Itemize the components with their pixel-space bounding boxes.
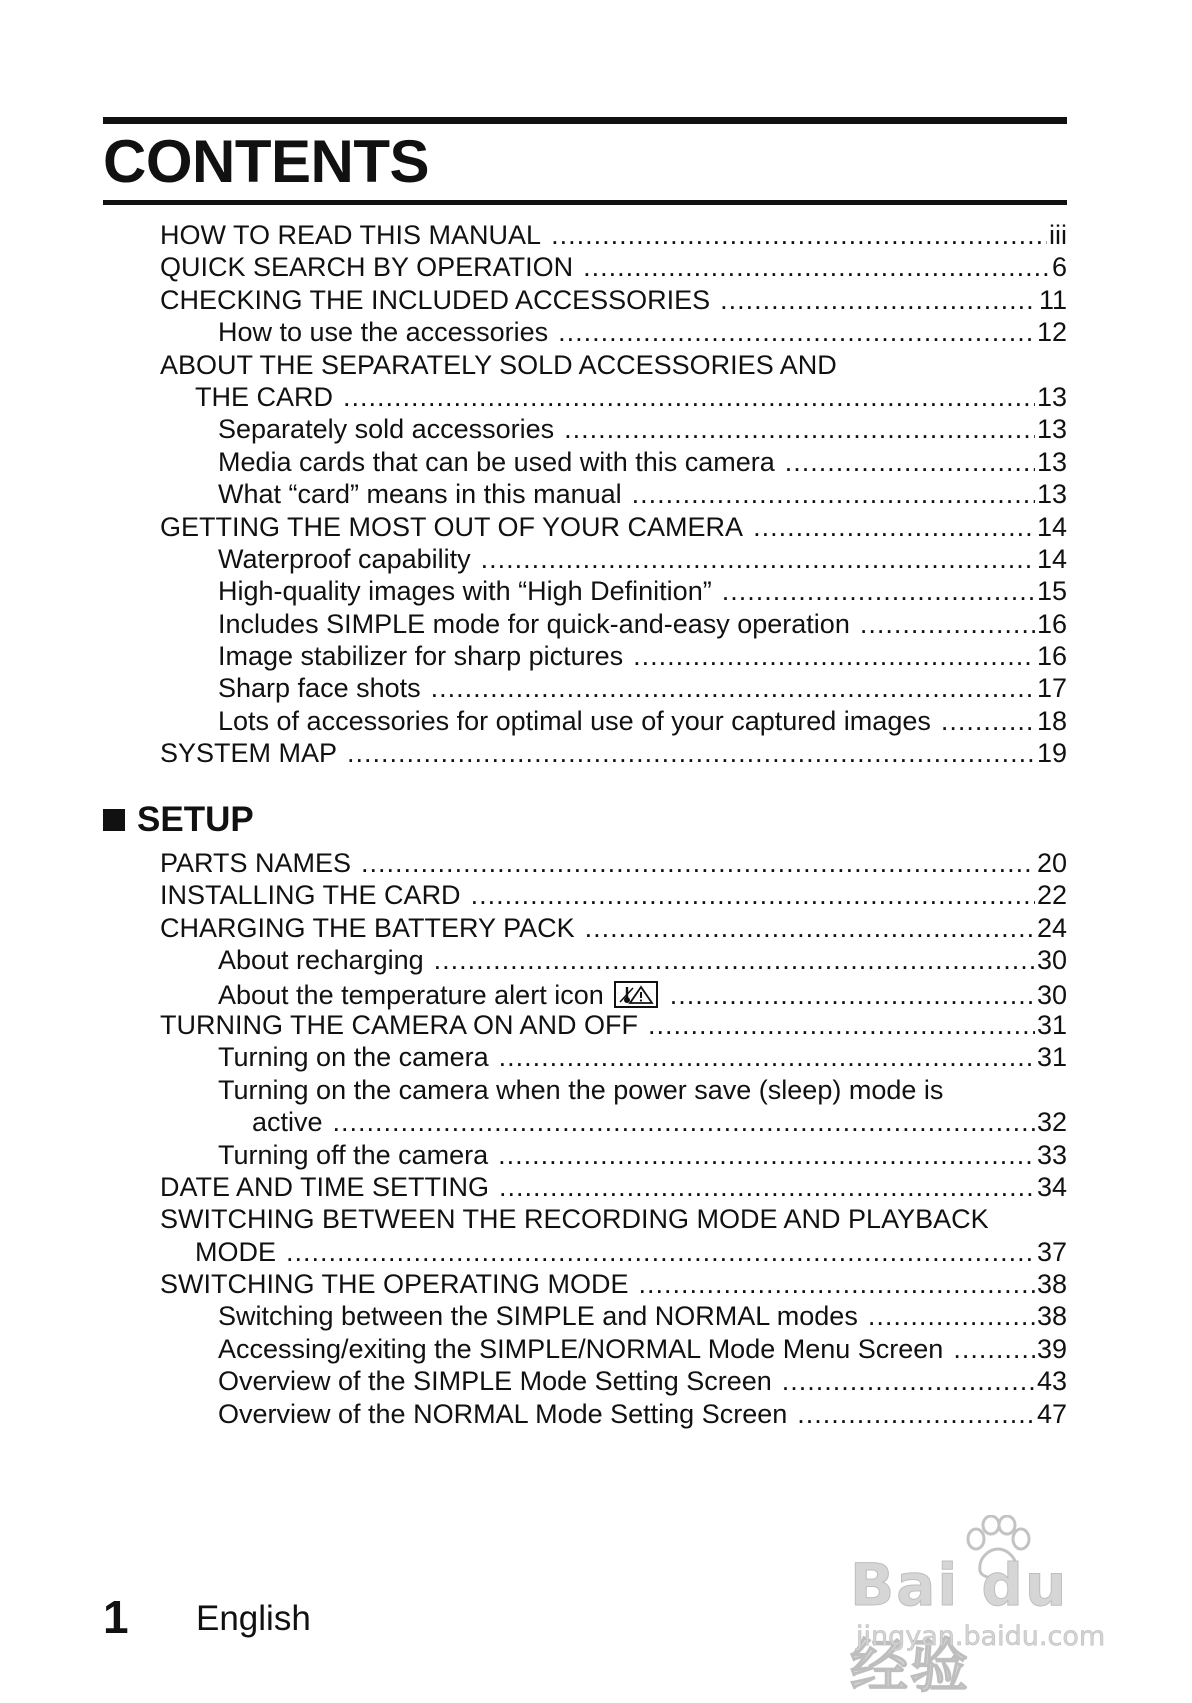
toc-leader-dots	[431, 672, 1035, 704]
toc-entry-title: ABOUT THE SEPARATELY SOLD ACCESSORIES AND	[160, 349, 837, 380]
toc-entry	[160, 640, 1067, 672]
toc-entry-page: 34	[1036, 1171, 1067, 1202]
toc-entry	[160, 1106, 1067, 1138]
toc-leader-dots	[558, 316, 1035, 348]
toc-entry-page: 38	[1036, 1269, 1067, 1300]
toc-entry-page: 38	[1036, 1301, 1067, 1332]
toc-leader-dots	[782, 1365, 1035, 1397]
toc-leader-dots	[347, 737, 1035, 769]
page-title: CONTENTS	[103, 128, 429, 195]
toc-leader-dots	[471, 879, 1035, 911]
toc-entry-page: 17	[1036, 673, 1067, 704]
toc-entry	[160, 879, 1067, 911]
toc-entry	[160, 608, 1067, 640]
toc-leader-dots	[648, 1009, 1035, 1041]
toc-entry-page: 37	[1036, 1236, 1067, 1267]
toc-entry	[160, 847, 1067, 879]
toc-leader-dots	[720, 284, 1037, 316]
toc-leader-dots	[633, 640, 1035, 672]
toc-leader-dots	[498, 1139, 1035, 1171]
toc-entry-title: SWITCHING BETWEEN THE RECORDING MODE AND PLAYBACK	[160, 1204, 989, 1235]
toc-entry-page: 43	[1036, 1366, 1067, 1397]
toc-entry	[160, 912, 1067, 944]
toc-entry-page: 30	[1036, 979, 1067, 1010]
toc-entry	[160, 705, 1067, 737]
toc-leader-dots	[361, 847, 1035, 879]
toc-leader-dots	[753, 511, 1035, 543]
watermark-brand: Bai du 经验	[850, 1551, 1069, 1700]
toc-entry-title: active	[252, 1107, 323, 1138]
toc-entry-title: Turning on the camera	[218, 1042, 489, 1073]
toc-entry-page: 16	[1036, 608, 1067, 639]
toc-entry-title: DATE AND TIME SETTING	[160, 1171, 490, 1202]
toc-entry-page: 12	[1036, 317, 1067, 348]
toc-entry-title: About recharging	[218, 945, 424, 976]
toc-entry-title: Separately sold accessories	[218, 414, 555, 445]
toc-entry-page: 31	[1036, 1042, 1067, 1073]
toc-leader-dots	[481, 543, 1035, 575]
toc-entry	[160, 543, 1067, 575]
toc-entry	[160, 1236, 1067, 1268]
toc-leader-dots	[868, 1300, 1035, 1332]
toc-entry	[160, 1009, 1067, 1041]
toc-entry-page: iii	[1049, 220, 1067, 250]
toc-entry-title: GETTING THE MOST OUT OF YOUR CAMERA	[160, 511, 744, 542]
toc-entry-page: 39	[1036, 1333, 1067, 1364]
toc-entry-page: 15	[1036, 576, 1067, 607]
toc-entry-title: QUICK SEARCH BY OPERATION	[160, 252, 574, 283]
toc-entry	[160, 1365, 1067, 1397]
toc-entry	[160, 1171, 1067, 1203]
toc-entry	[160, 284, 1067, 316]
section-heading-setup	[103, 800, 254, 840]
toc-entry-page: 20	[1036, 848, 1067, 878]
toc-entry-title: HOW TO READ THIS MANUAL	[160, 220, 542, 250]
toc-leader-dots	[860, 608, 1035, 640]
toc-entry-title: SYSTEM MAP	[160, 738, 338, 769]
toc-list-main	[160, 219, 1067, 770]
toc-entry	[160, 737, 1067, 769]
toc-leader-dots	[551, 219, 1047, 251]
toc-entry	[160, 1203, 1067, 1235]
toc-entry-page: 13	[1036, 479, 1067, 510]
toc-entry-page: 13	[1036, 414, 1067, 445]
toc-leader-dots	[953, 1333, 1035, 1365]
toc-entry-title: Image stabilizer for sharp pictures	[218, 641, 624, 672]
toc-entry-title: Media cards that can be used with this camera	[218, 446, 775, 477]
toc-entry-title: Waterproof capability	[218, 543, 471, 574]
toc-entry-page: 24	[1036, 912, 1067, 943]
toc-entry	[160, 575, 1067, 607]
toc-entry-title: Accessing/exiting the SIMPLE/NORMAL Mode Menu Screen	[218, 1333, 944, 1364]
square-bullet-icon	[103, 809, 125, 831]
watermark-url: jingyan.baidu.com	[856, 1621, 1106, 1652]
toc-entry-title: Switching between the SIMPLE and NORMAL modes	[218, 1301, 858, 1332]
toc-entry-title: INSTALLING THE CARD	[160, 880, 461, 911]
toc-entry-title: PARTS NAMES	[160, 848, 352, 878]
toc-entry	[160, 977, 1067, 1009]
toc-entry-title: CHARGING THE BATTERY PACK	[160, 912, 575, 943]
toc-list-setup	[160, 847, 1067, 1430]
toc-entry	[160, 1333, 1067, 1365]
toc-entry-title: Includes SIMPLE mode for quick-and-easy operation	[218, 608, 850, 639]
toc-entry-page: 19	[1036, 738, 1067, 769]
toc-leader-dots	[434, 944, 1035, 976]
toc-entry-title: Overview of the NORMAL Mode Setting Screen	[218, 1398, 788, 1429]
toc-entry-page: 13	[1036, 446, 1067, 477]
toc-entry-title: MODE	[195, 1236, 276, 1267]
toc-entry-page: 13	[1036, 381, 1067, 412]
toc-entry-title: Turning off the camera	[218, 1139, 489, 1170]
toc-leader-dots	[499, 1041, 1035, 1073]
toc-entry-title: High-quality images with “High Definition”	[218, 576, 712, 607]
toc-entry	[160, 944, 1067, 976]
toc-leader-dots	[797, 1398, 1035, 1430]
toc-entry-page: 14	[1036, 543, 1067, 574]
toc-entry	[160, 1139, 1067, 1171]
toc-entry-title: CHECKING THE INCLUDED ACCESSORIES	[160, 284, 711, 315]
toc-entry	[160, 381, 1067, 413]
toc-entry	[160, 413, 1067, 445]
toc-entry-page: 47	[1036, 1398, 1067, 1429]
toc-entry-title: TURNING THE CAMERA ON AND OFF	[160, 1009, 639, 1040]
toc-entry-page: 33	[1036, 1139, 1067, 1170]
toc-entry	[160, 251, 1067, 283]
toc-entry-title: Lots of accessories for optimal use of your captured images	[218, 705, 931, 736]
toc-entry	[160, 511, 1067, 543]
toc-entry	[160, 1041, 1067, 1073]
toc-leader-dots	[632, 478, 1035, 510]
toc-leader-dots	[670, 979, 1035, 1011]
title-rule-top	[103, 117, 1067, 124]
toc-entry-page: 18	[1036, 705, 1067, 736]
toc-entry	[160, 316, 1067, 348]
toc-entry-page: 31	[1036, 1009, 1067, 1040]
toc-entry-title: How to use the accessories	[218, 317, 549, 348]
toc-leader-dots	[333, 1106, 1035, 1138]
toc-leader-dots	[722, 575, 1035, 607]
toc-leader-dots	[286, 1236, 1035, 1268]
toc-entry-title: About the temperature alert icon	[218, 979, 604, 1010]
toc-leader-dots	[499, 1171, 1035, 1203]
toc-entry-title: SWITCHING THE OPERATING MODE	[160, 1269, 629, 1300]
title-rule-bottom	[103, 200, 1067, 205]
toc-leader-dots	[585, 912, 1035, 944]
toc-entry	[160, 478, 1067, 510]
toc-entry-title: Overview of the SIMPLE Mode Setting Screen	[218, 1366, 772, 1397]
toc-leader-dots	[941, 705, 1035, 737]
page-language: English	[196, 1599, 311, 1638]
toc-entry-page: 16	[1036, 641, 1067, 672]
toc-leader-dots	[564, 413, 1035, 445]
toc-entry-page: 11	[1038, 284, 1067, 315]
toc-entry-page: 32	[1036, 1107, 1067, 1138]
toc-entry	[160, 1074, 1067, 1106]
toc-entry-page: 14	[1036, 511, 1067, 542]
toc-entry	[160, 349, 1067, 381]
toc-entry-title: Turning on the camera when the power save (sleep) mode is	[218, 1074, 944, 1105]
toc-leader-dots	[639, 1268, 1035, 1300]
watermark	[850, 1515, 1140, 1700]
toc-leader-dots	[785, 446, 1035, 478]
toc-entry-page: 6	[1051, 252, 1067, 283]
toc-entry-title: THE CARD	[195, 381, 334, 412]
toc-entry-page: 22	[1036, 880, 1067, 911]
page-number: 1	[103, 1591, 129, 1643]
toc-entry-page: 30	[1036, 945, 1067, 976]
toc-entry	[160, 1398, 1067, 1430]
toc-leader-dots	[343, 381, 1035, 413]
toc-leader-dots	[583, 251, 1050, 283]
toc-entry	[160, 1300, 1067, 1332]
toc-entry	[160, 446, 1067, 478]
toc-entry	[160, 672, 1067, 704]
section-heading-label: SETUP	[137, 800, 254, 839]
toc-entry-title: What “card” means in this manual	[218, 479, 622, 510]
toc-entry-title: Sharp face shots	[218, 673, 421, 704]
toc-entry	[160, 1268, 1067, 1300]
toc-entry	[160, 219, 1067, 251]
temperature-alert-icon	[614, 981, 658, 1008]
